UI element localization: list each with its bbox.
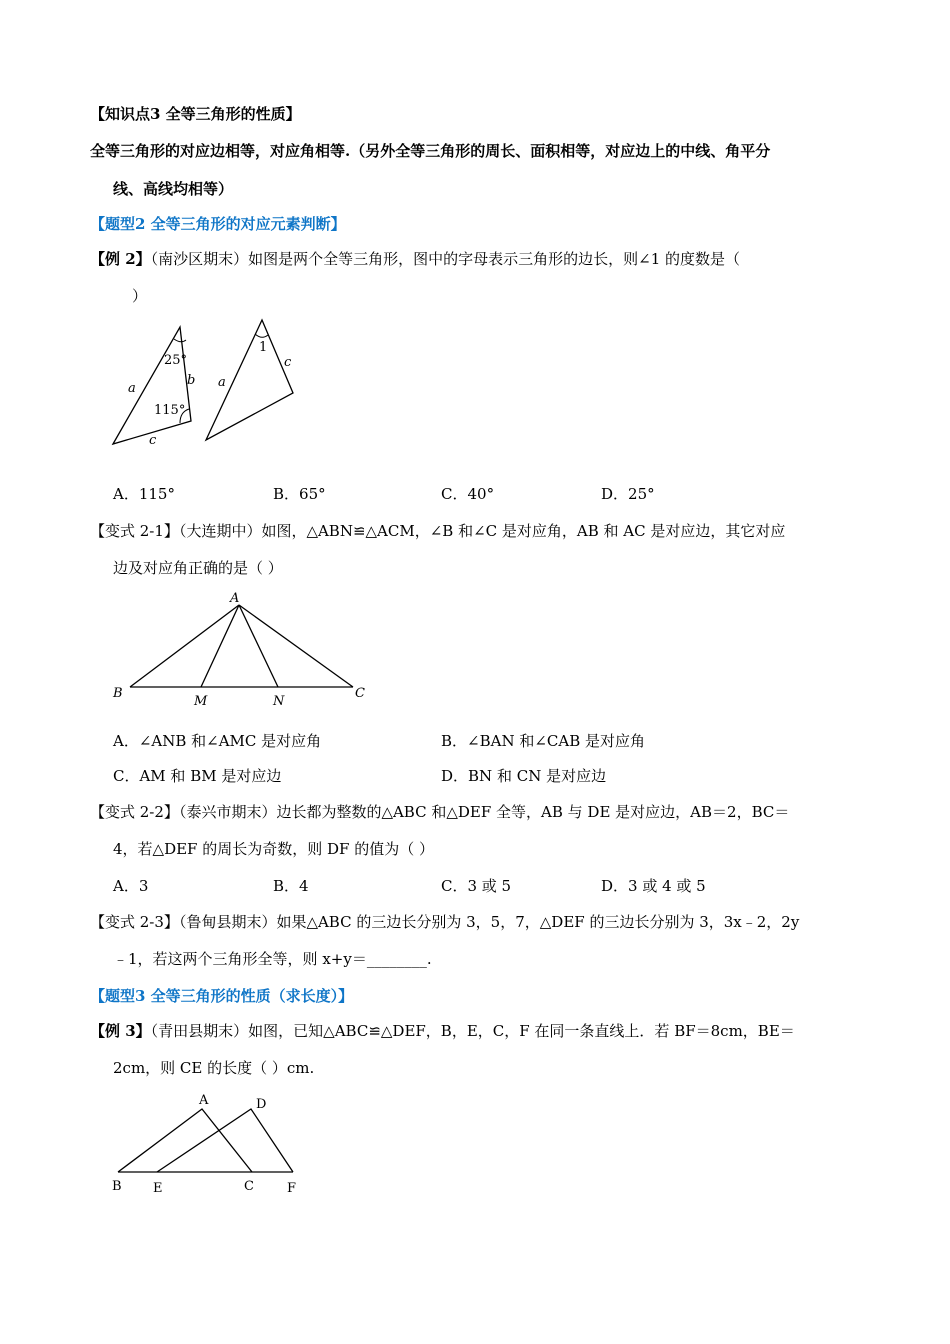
ex2-option-b[interactable]: B．65° xyxy=(273,485,326,503)
ex3-text-line1: （青田县期末）如图，已知△ABC≌△DEF，B，E，C，F 在同一条直线上．若 BF＝8cm，BE＝ xyxy=(150,1022,795,1040)
ex2-label: 【例 2】 xyxy=(90,250,151,268)
ex3-label-f: F xyxy=(287,1181,297,1196)
v21-label-n: N xyxy=(273,694,285,709)
ex2-right-side-a: a xyxy=(218,375,226,390)
type2-heading: 【题型2 全等三角形的对应元素判断】 xyxy=(90,215,346,233)
ex2-right-side-c: c xyxy=(284,355,292,370)
ex3-label-e: E xyxy=(153,1181,163,1196)
ex2-question-line2: ） xyxy=(132,287,148,305)
v22-option-b[interactable]: B．4 xyxy=(273,877,309,895)
v21-option-a[interactable]: A．∠ANB 和∠AMC 是对应角 xyxy=(113,732,322,750)
v22-option-d[interactable]: D．3 或 4 或 5 xyxy=(601,877,706,895)
v21-option-b[interactable]: B．∠BAN 和∠CAB 是对应角 xyxy=(441,732,646,750)
type3-heading: 【题型3 全等三角形的性质（求长度）】 xyxy=(90,987,354,1005)
section-body-line2: 线、高线均相等） xyxy=(113,180,234,198)
ex2-left-side-a: a xyxy=(128,381,136,396)
v21-label-c: C xyxy=(355,686,365,701)
ex2-left-side-b: b xyxy=(187,373,196,388)
ex3-label-d: D xyxy=(256,1097,267,1112)
ex2-left-side-c: c xyxy=(149,433,157,448)
v22-text-line1: （泰兴市期末）边长都为整数的△ABC 和△DEF 全等，AB 与 DE 是对应边，AB＝2，BC＝ xyxy=(178,803,790,821)
ex2-option-c[interactable]: C．40° xyxy=(441,485,495,503)
v22-question-line2: 4，若△DEF 的周长为奇数，则 DF 的值为（ ） xyxy=(113,840,434,858)
ex2-left-angle-25: 25° xyxy=(164,353,188,368)
v21-question-line2: 边及对应角正确的是（ ） xyxy=(113,559,283,577)
ex3-label-a: A xyxy=(199,1093,209,1108)
v21-label: 【变式 2-1】 xyxy=(90,522,179,540)
ex3-triangle-def xyxy=(157,1109,293,1172)
ex2-option-a[interactable]: A．115° xyxy=(113,485,175,503)
ex2-right-angle-1: 1 xyxy=(259,340,268,355)
ex2-text-line1: （南沙区期末）如图是两个全等三角形，图中的字母表示三角形的边长，则∠1 的度数是（ xyxy=(150,250,741,268)
v23-label: 【变式 2-3】 xyxy=(90,913,179,931)
v21-label-m: M xyxy=(194,694,208,709)
section-body-line1: 全等三角形的对应边相等，对应角相等.（另外全等三角形的周长、面积相等，对应边上的中线、角平分 xyxy=(90,142,771,160)
ex2-left-angle-115: 115° xyxy=(154,403,186,418)
v23-text-line1: （鲁甸县期末）如果△ABC 的三边长分别为 3，5，7，△DEF 的三边长分别为 3，3x﹣2，2y xyxy=(178,913,800,931)
ex2-option-d[interactable]: D．25° xyxy=(601,485,655,503)
v21-label-b: B xyxy=(113,686,123,701)
ex3-triangle-abc xyxy=(118,1109,252,1172)
v23-question-line2: ﹣1，若这两个三角形全等，则 x+y＝________. xyxy=(113,950,432,968)
ex3-label: 【例 3】 xyxy=(90,1022,151,1040)
v21-option-d[interactable]: D．BN 和 CN 是对应边 xyxy=(441,767,607,785)
v22-option-c[interactable]: C．3 或 5 xyxy=(441,877,512,895)
v22-label: 【变式 2-2】 xyxy=(90,803,179,821)
v22-option-a[interactable]: A．3 xyxy=(113,877,149,895)
section-heading: 【知识点3 全等三角形的性质】 xyxy=(90,105,301,123)
v21-label-a: A xyxy=(230,591,240,606)
v21-text-line1: （大连期中）如图，△ABN≌△ACM，∠B 和∠C 是对应角，AB 和 AC 是对应边，其它对应 xyxy=(178,522,786,540)
ex3-label-b: B xyxy=(112,1179,122,1194)
ex3-question-line2: 2cm，则 CE 的长度（ ）cm. xyxy=(113,1059,315,1077)
v21-option-c[interactable]: C．AM 和 BM 是对应边 xyxy=(113,767,282,785)
ex3-label-c: C xyxy=(244,1179,254,1194)
